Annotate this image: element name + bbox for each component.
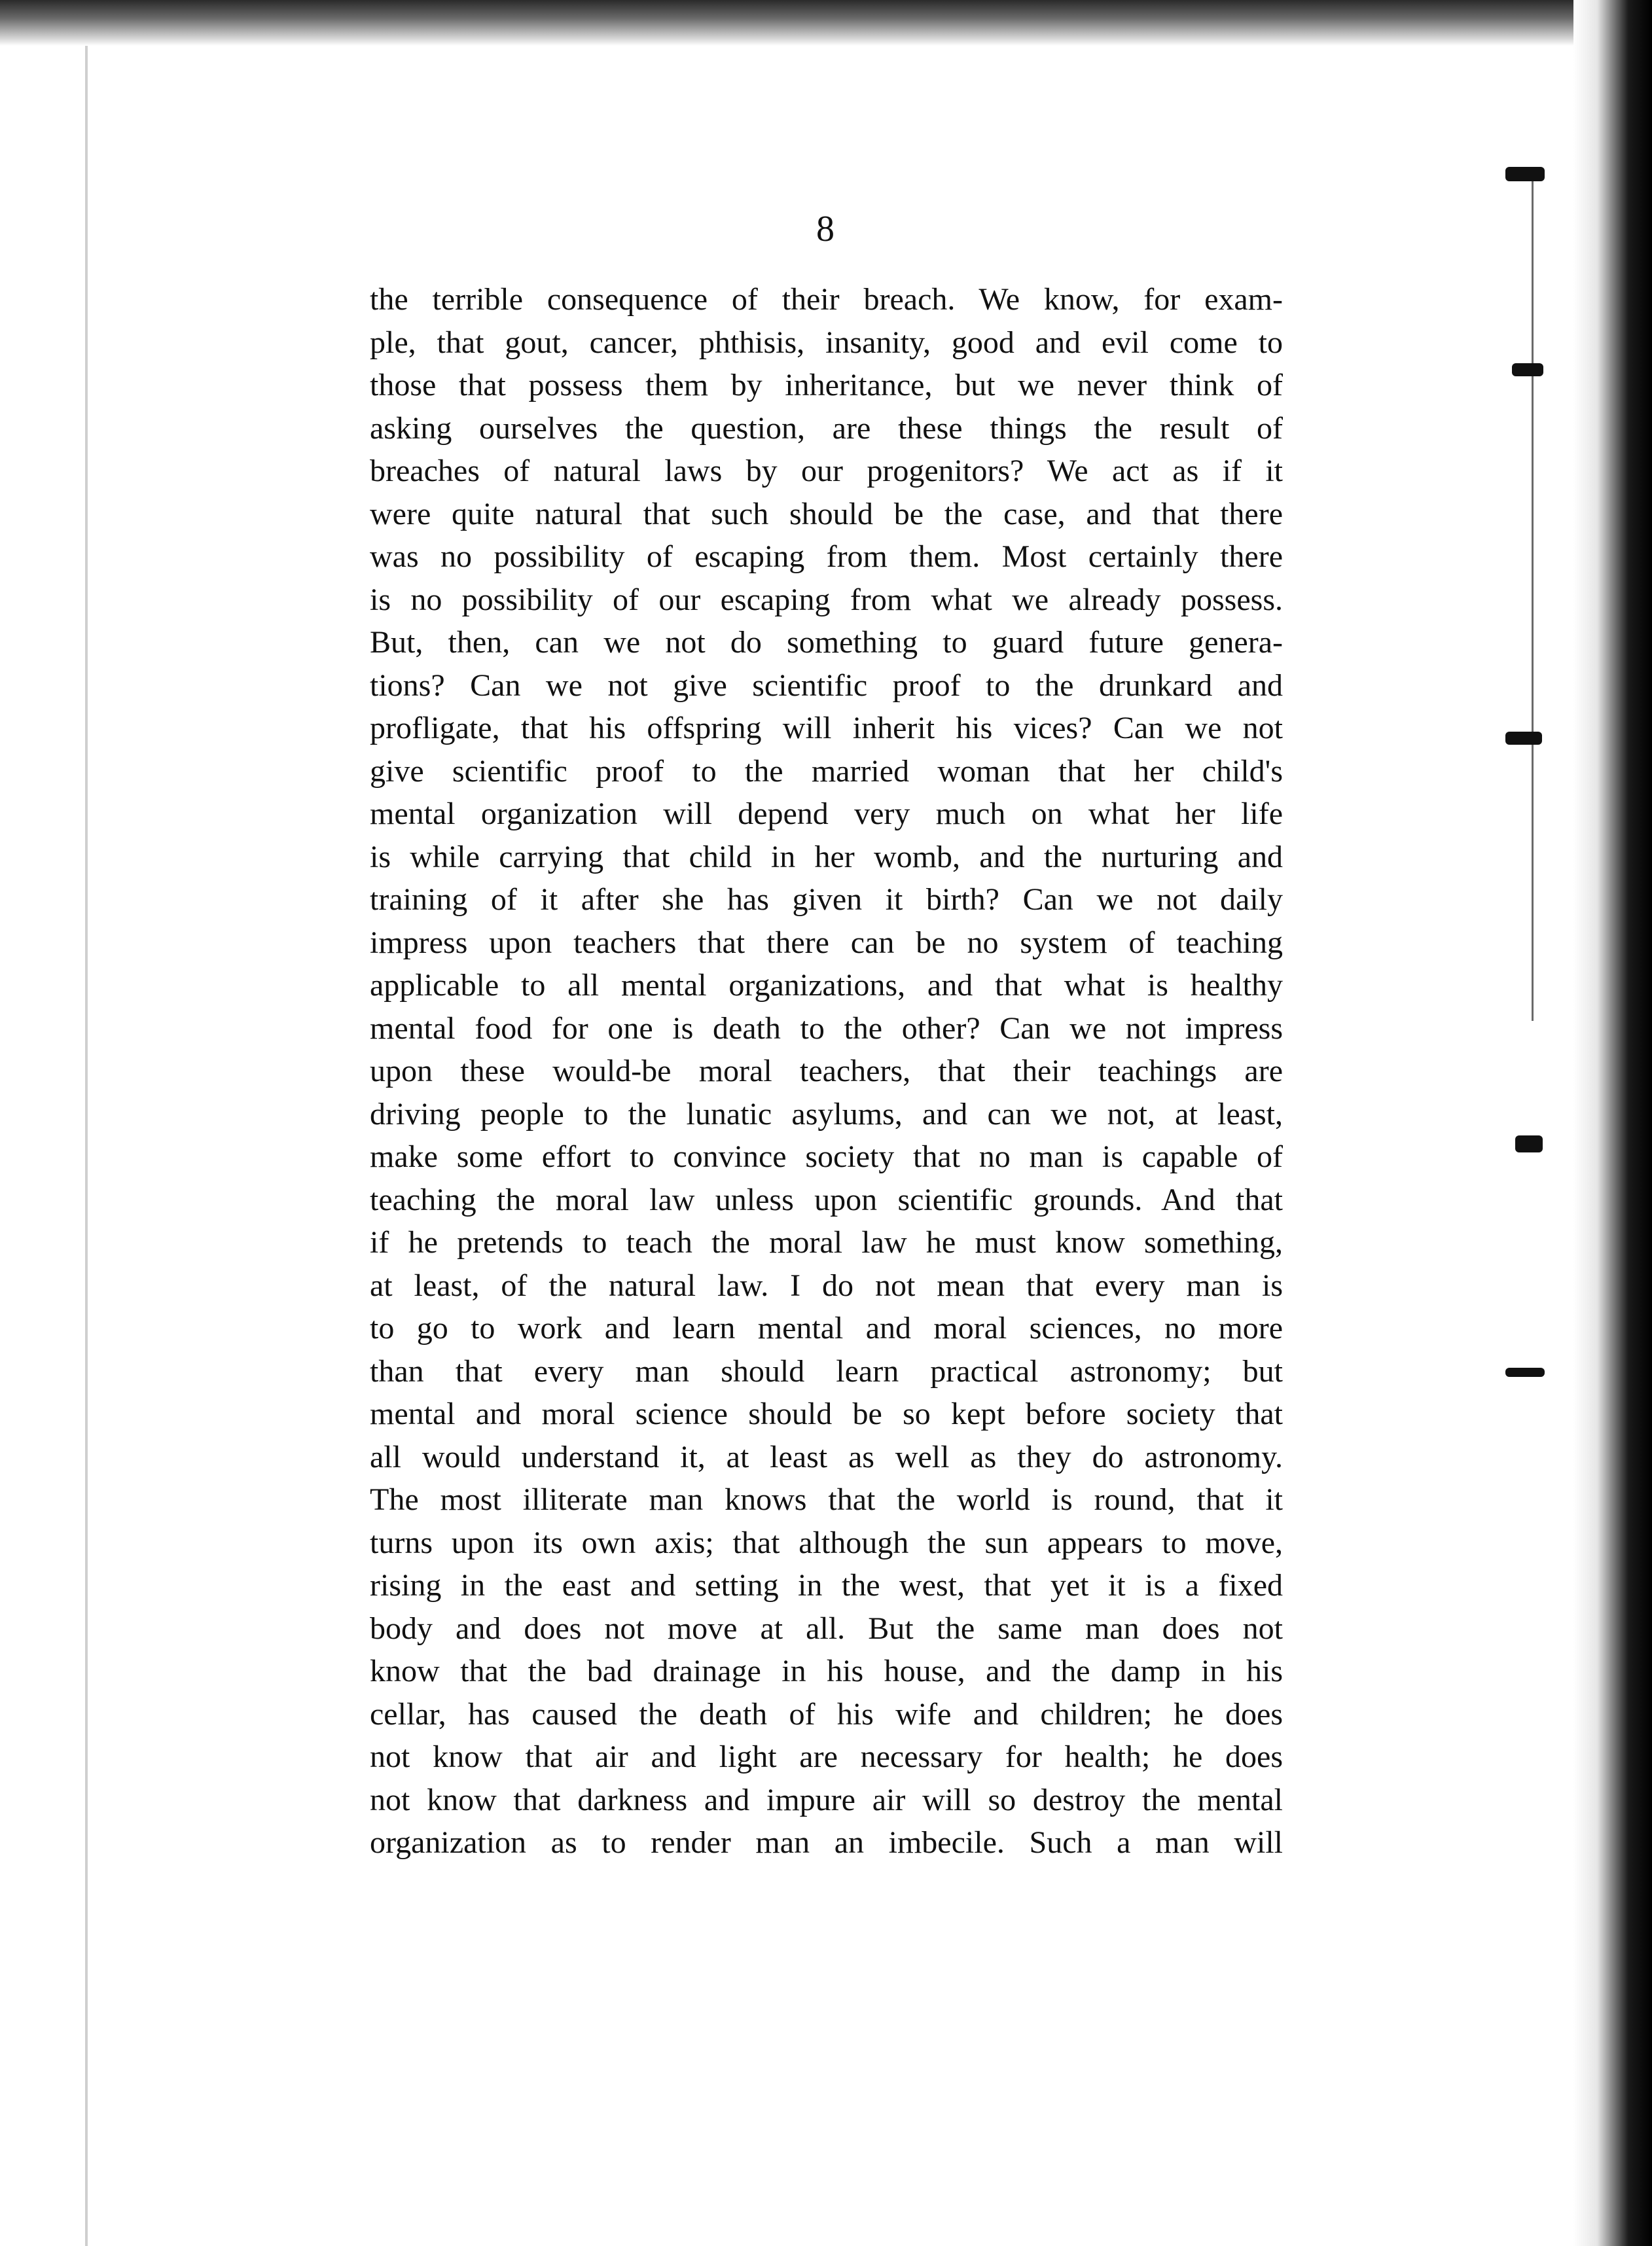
text-line: were quite natural that such should be the case, and that there [370, 496, 1283, 531]
text-line: rising in the east and setting in the west, that yet it is a fixed [370, 1568, 1283, 1603]
text-line: training of it after she has given it birth? Can we not daily [370, 882, 1283, 917]
text-line: body and does not move at all. But the same man does not [370, 1611, 1283, 1646]
text-line: cellar, has caused the death of his wife and children; he does [370, 1696, 1283, 1732]
margin-rule [1532, 170, 1534, 1021]
body-text [370, 278, 1283, 1864]
text-line: applicable to all mental organizations, and that what is healthy [370, 968, 1283, 1003]
text-line: make some effort to convince society that no man is capable of [370, 1139, 1283, 1174]
text-line: profligate, that his offspring will inherit his vices? Can we not [370, 711, 1283, 745]
margin-mark [1505, 1368, 1545, 1377]
text-line: mental organization will depend very much on what her life [370, 796, 1283, 831]
text-line: those that possess them by inheritance, but we never think of [370, 368, 1283, 402]
text-line: to go to work and learn mental and moral sciences, no more [370, 1311, 1283, 1346]
text-line: upon these would-be moral teachers, that their teachings are [370, 1054, 1283, 1088]
text-line: if he pretends to teach the moral law he must know something, [370, 1225, 1283, 1260]
text-line: is while carrying that child in her womb, and the nurturing and [370, 839, 1283, 874]
text-line: mental food for one is death to the other? Can we not impress [370, 1010, 1283, 1046]
text-line: at least, of the natural law. I do not mean that every man is [370, 1268, 1283, 1303]
text-line: was no possibility of escaping from them. Most certainly there [370, 539, 1283, 574]
text-line: know that the bad drainage in his house, and the damp in his [370, 1654, 1283, 1688]
margin-mark [1505, 732, 1542, 745]
page-number: 8 [816, 209, 836, 249]
text-line: asking ourselves the question, are these things the result of [370, 410, 1283, 446]
text-line: not know that darkness and impure air will so destroy the mental [370, 1782, 1283, 1817]
scan-right-shadow [1573, 0, 1652, 2246]
text-line: give scientific proof to the married woman that her child's [370, 753, 1283, 789]
text-line: breaches of natural laws by our progenitors? We act as if it [370, 454, 1283, 488]
margin-mark [1512, 363, 1543, 376]
text-line: than that every man should learn practical astronomy; but [370, 1353, 1283, 1389]
scan-top-shadow [0, 0, 1652, 46]
text-line: is no possibility of our escaping from what we already possess. [370, 582, 1283, 617]
text-line: turns upon its own axis; that although the sun appears to move, [370, 1525, 1283, 1560]
text-line: the terrible consequence of their breach. We know, for exam- [370, 282, 1283, 317]
text-line: The most illiterate man knows that the world is round, that it [370, 1482, 1283, 1517]
text-line: organization as to render man an imbecile. Such a man will [370, 1825, 1283, 1860]
text-line: mental and moral science should be so kept before society that [370, 1397, 1283, 1431]
margin-mark [1505, 167, 1545, 181]
text-line: driving people to the lunatic asylums, and can we not, at least, [370, 1096, 1283, 1132]
text-line: ple, that gout, cancer, phthisis, insanity, good and evil come to [370, 325, 1283, 360]
text-line: all would understand it, at least as well as they do astronomy. [370, 1439, 1283, 1474]
text-line: But, then, can we not do something to guard future genera- [370, 625, 1283, 660]
text-line: tions? Can we not give scientific proof to the drunkard and [370, 668, 1283, 703]
margin-mark [1515, 1135, 1543, 1152]
text-line: teaching the moral law unless upon scientific grounds. And that [370, 1182, 1283, 1217]
text-line: not know that air and light are necessary for health; he does [370, 1739, 1283, 1774]
text-line: impress upon teachers that there can be no system of teaching [370, 925, 1283, 960]
